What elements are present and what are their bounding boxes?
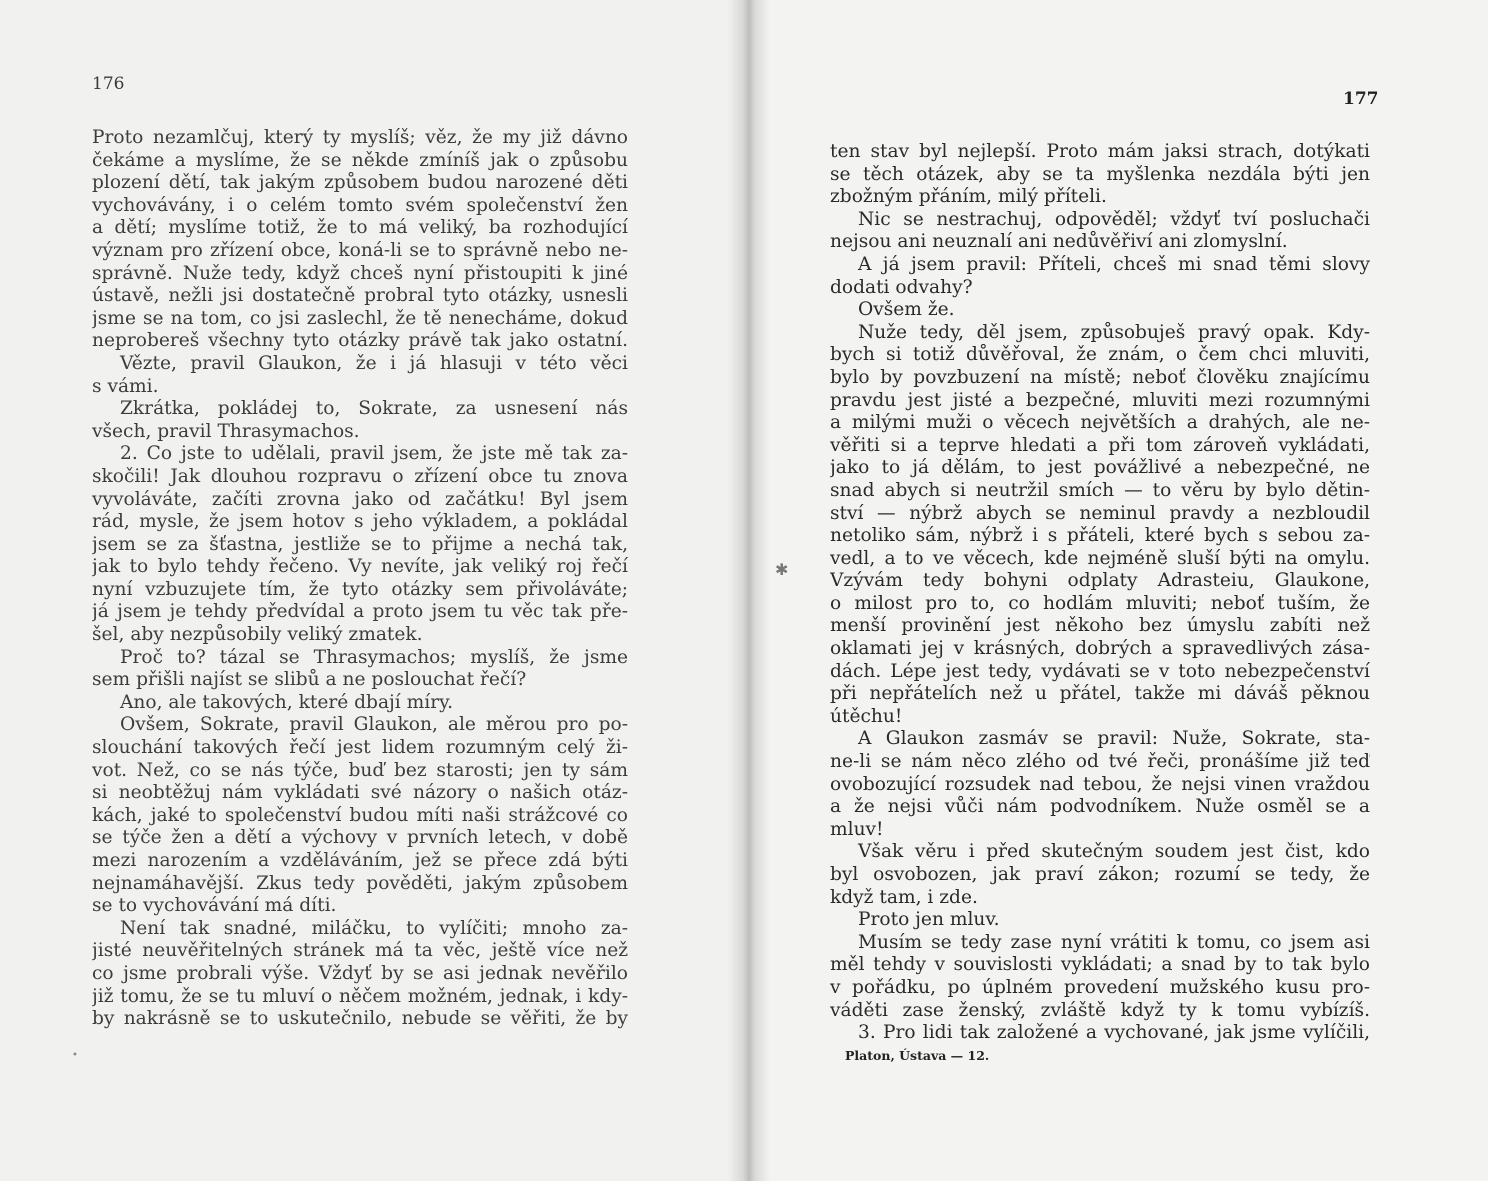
- text-line: si neobtěžuj nám vykládati své názory o našich otáz-: [92, 782, 628, 804]
- text-line: Ovšem že.: [858, 299, 955, 321]
- text-line: dách. Lépe jest tedy, vydávati se v toto nebezpečenství: [830, 660, 1370, 682]
- text-line: útěchu!: [830, 705, 903, 727]
- text-line: co jsme probrali výše. Vždyť by se asi jednak nevěřilo: [92, 962, 628, 984]
- text-line: Nic se nestrachuj, odpověděl; vždyť tví posluchači: [858, 208, 1370, 230]
- text-line: A Glaukon zasmáv se pravil: Nuže, Sokrate, sta-: [858, 728, 1370, 750]
- text-line: neprobereš všechny tyto otázky právě tak jako ostatní.: [92, 330, 628, 352]
- text-line: Ovšem, Sokrate, pravil Glaukon, ale měrou pro po-: [120, 714, 628, 736]
- text-line: s vámi.: [92, 375, 159, 397]
- text-line: kách, jaké to společenství budou míti naši strážcové co: [92, 804, 628, 826]
- text-line: ten stav byl nejlepší. Proto mám jaksi strach, dotýkati: [830, 141, 1370, 162]
- text-line: Ano, ale takových, které dbají míry.: [120, 691, 454, 713]
- text-line: 2. Co jste to udělali, pravil jsem, že jste mě tak za-: [120, 443, 628, 465]
- text-line: Nuže tedy, děl jsem, způsobuješ pravý opak. Kdy-: [858, 321, 1370, 343]
- text-line: oklamati jej v krásných, dobrých a spravedlivých zása-: [830, 638, 1370, 660]
- text-line: bylo by povzbuzení na místě; neboť člověku znajícímu: [830, 366, 1370, 388]
- right-page: [745, 0, 1488, 1181]
- page-footer: Platon, Ústava — 12.: [845, 1048, 990, 1063]
- ink-speck: •: [72, 1050, 78, 1061]
- text-line: jak to bylo tehdy řečeno. Vy nevíte, jak veliký roj řečí: [92, 556, 628, 578]
- text-line: jako to já dělám, to jest povážlivé a nebezpečné, ne: [830, 457, 1370, 479]
- text-line: plození dětí, tak jakým způsobem budou narozené děti: [92, 172, 628, 194]
- text-line: ství — nýbrž abych se neminul pravdy a nezbloudil: [830, 502, 1370, 524]
- right-page-text: [830, 141, 1370, 1045]
- text-line: mluv!: [830, 818, 884, 840]
- text-line: snad abych si neutržil smích — to věru by bylo dětin-: [830, 479, 1370, 501]
- text-line: já jsem je tehdy předvídal a proto jsem tu věc tak pře-: [92, 601, 628, 623]
- text-line: a milými muži o věcech největších a drahých, ale ne-: [830, 412, 1370, 434]
- text-line: A já jsem pravil: Příteli, chceš mi snad těmi slovy: [858, 253, 1370, 275]
- text-line: a že nejsi vůči nám podvodníkem. Nuže osměl se a: [830, 796, 1370, 818]
- ink-blot: ✱: [775, 560, 789, 579]
- text-line: ovobozující rozsudek nad tebou, že nejsi vinen vraždou: [830, 773, 1370, 795]
- text-line: všech, pravil Thrasymachos.: [92, 420, 360, 442]
- text-line: mezi narozením a vzděláváním, jež se přece zdá býti: [92, 850, 628, 871]
- text-line: zbožným přáním, milý příteli.: [830, 186, 1107, 208]
- text-line: Proto jen mluv.: [858, 909, 1000, 931]
- text-line: 3. Pro lidi tak založené a vychované, jak jsme vylíčili,: [858, 1022, 1370, 1044]
- text-line: při nepřátelích než u přátel, takže mi dáváš pěknou: [830, 683, 1370, 705]
- text-line: věřiti si a teprve hledati a při tom zároveň vykládati,: [830, 434, 1370, 456]
- text-line: měl tehdy v souvislosti vykládati; a snad by to tak bylo: [830, 954, 1370, 976]
- text-line: jsem se za šťastna, jestliže se to přijme a nechá tak,: [92, 533, 628, 555]
- text-line: pravdu jest jisté a bezpečné, mluviti mezi rozumnými: [830, 389, 1370, 411]
- text-line: vedl, a to ve věcech, kde nejméně sluší býti na omylu.: [830, 547, 1370, 569]
- text-line: slouchání takových řečí jest lidem rozumným celý ži-: [92, 737, 628, 759]
- text-line: čekáme a myslíme, že se někde zmíníš jak o způsobu: [92, 149, 628, 171]
- text-line: Musím se tedy zase nyní vrátiti k tomu, co jsem asi: [858, 931, 1370, 953]
- text-line: Proč to? tázal se Thrasymachos; myslíš, že jsme: [120, 646, 628, 668]
- text-line: když tam, i zde.: [830, 886, 978, 908]
- text-line: šel, aby nezpůsobily veliký zmatek.: [92, 624, 423, 646]
- text-line: menší provinění jest někoho bez úmyslu zabíti než: [830, 615, 1370, 637]
- text-line: skočili! Jak dlouhou rozpravu o zřízení obce tu znova: [92, 465, 628, 487]
- text-line: váděti zase ženský, zvláště když ty k tomu vybízíš.: [830, 999, 1370, 1021]
- text-line: Vězte, pravil Glaukon, že i já hlasuji v této věci: [120, 352, 628, 374]
- text-line: se týče žen a dětí a výchovy v prvních letech, v době: [92, 827, 628, 849]
- text-line: vychovávány, i o celém tomto svém společenství žen: [92, 194, 628, 216]
- text-line: se těch otázek, aby se ta myšlenka nezdála býti jen: [830, 163, 1370, 185]
- text-line: nejsou ani neuznalí ani nedůvěřiví ani zlomyslní.: [830, 231, 1288, 253]
- text-line: vyvoláváte, začíti zrovna jako od začátku! Byl jsem: [92, 488, 628, 510]
- text-line: sem přišli najíst se slibů a ne poslouchat řečí?: [92, 669, 527, 691]
- text-line: ústavě, nežli jsi dostatečně probral tyto otázky, usnesli: [92, 285, 628, 307]
- text-line: nyní vzbuzujete tím, že tyto otázky sem přivoláváte;: [92, 578, 628, 600]
- text-line: jisté neuvěřitelných stránek má ta věc, ještě více než: [92, 940, 628, 962]
- text-line: jsme se na tom, co jsi zaslechl, že tě nenecháme, dokud: [92, 307, 628, 329]
- text-line: a dětí; myslíme totiž, že to má veliký, ba rozhodující: [92, 217, 628, 239]
- text-line: Není tak snadné, miláčku, to vylíčiti; mnoho za-: [120, 917, 628, 939]
- text-line: v pořádku, po úplném provedení mužského kusu pro-: [830, 976, 1370, 998]
- page-number-right: 177: [1343, 89, 1379, 109]
- text-line: Zkrátka, pokládej to, Sokrate, za usnesení nás: [120, 398, 628, 420]
- page-number-left: 176: [92, 74, 125, 94]
- text-line: již tomu, že se tu mluví o něčem možném, jednak, i kdy-: [92, 985, 628, 1007]
- text-line: netoliko sám, nýbrž i s přáteli, které bych s sebou za-: [830, 525, 1370, 547]
- text-line: Vzývám tedy bohyni odplaty Adrasteiu, Glaukone,: [830, 570, 1370, 592]
- text-line: vot. Než, co se nás týče, buď bez starosti; jen ty sám: [92, 759, 628, 781]
- text-line: rád, mysle, že jsem hotov s jeho výkladem, a pokládal: [92, 511, 628, 533]
- text-line: Však věru i před skutečným soudem jest čist, kdo: [858, 841, 1370, 863]
- text-line: bych si totiž důvěřoval, že znám, o čem chci mluviti,: [830, 344, 1370, 366]
- text-line: nejnamáhavější. Zkus tedy pověděti, jakým způsobem: [92, 872, 628, 894]
- text-line: význam pro zřízení obce, koná-li se to správně nebo ne-: [92, 239, 628, 261]
- text-line: Proto nezamlčuj, který ty myslíš; věz, že my již dávno: [92, 127, 628, 148]
- text-line: o milost pro to, co hodlám mluviti; neboť tuším, že: [830, 592, 1370, 614]
- text-line: byl osvobozen, jak praví zákon; rozumí se tedy, že: [830, 864, 1370, 885]
- text-line: správně. Nuže tedy, když chceš nyní přistoupiti k jiné: [92, 262, 628, 284]
- book-gutter: [728, 0, 770, 1181]
- text-line: by nakrásně se to uskutečnilo, nebude se věřiti, že by: [92, 1008, 628, 1030]
- text-line: ne-li se nám něco zlého od tvé řeči, pronášíme již teď: [830, 751, 1370, 773]
- left-page-text: [92, 127, 628, 1031]
- text-line: se to vychovávání má díti.: [92, 895, 337, 917]
- text-line: dodati odvahy?: [830, 276, 973, 298]
